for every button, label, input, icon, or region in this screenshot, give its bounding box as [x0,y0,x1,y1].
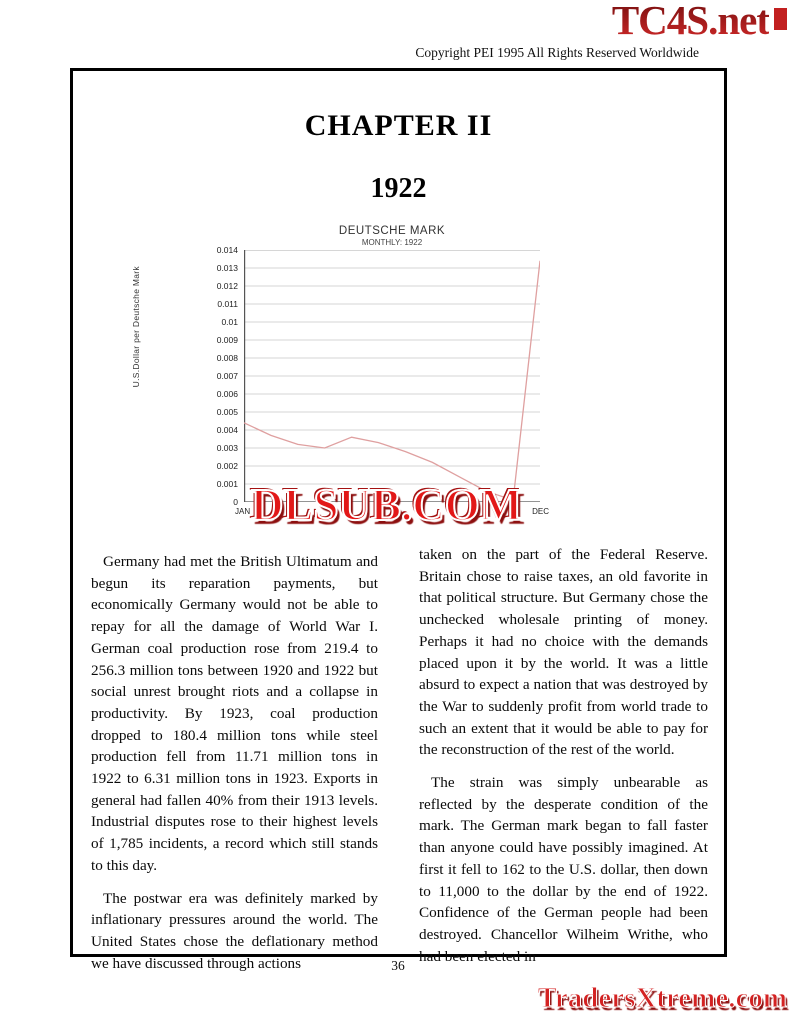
year-heading: 1922 [370,173,427,204]
chart-title: DEUTSCHE MARK [338,225,446,237]
y-tick-label: 0.008 [216,352,238,363]
chapter-heading: CHAPTER II [304,109,493,142]
chart-svg [244,250,540,502]
y-tick-label: 0.01 [221,316,238,327]
y-tick-label: 0 [233,496,238,507]
y-tick-label: 0.003 [216,442,238,453]
paragraph: Germany had met the British Ultimatum and begun its reparation payments, but economically Germany would not be able to repay for all the damage of World War I. German coal production rose from 219.4 to 256.3 million tons between 1920 and 1922 but social unrest brought riots and a collapse in productivity. By 1923, coal production dropped to 180.4 million tons while steel production fell from 11.71 million tons in 1922 to 6.31 million tons in 1923. Exports in general had fallen 40% from their 1913 levels. Industrial disputes rose to their highest levels of 1,785 incidents, a record which still stands to this day. [91,553,378,874]
y-tick-label: 0.006 [216,388,238,399]
x-tick-jan: JAN [235,507,251,516]
y-tick-label: 0.005 [216,406,238,417]
text-column-left [91,551,378,974]
paragraph: The strain was simply unbearable as reflected by the desperate condition of the mark. The German mark began to fall faster than anyone could have possibly imagined. At first it fell to 162 to the U.S. dollar, then down to 11,000 to the dollar by the end of 1922. Confidence of the German people had been destroyed. Chancellor Wilheim Writhe, who had been elected in [419,774,708,965]
plot-area [244,250,540,502]
logo-red-square [774,8,787,30]
deutsche-mark-data-line [244,261,540,500]
chart-subtitle: MONTHLY: 1922 [361,238,423,247]
tradersxtreme-watermark: TradersXtreme.com [537,982,787,1014]
y-tick-label: 0.009 [216,334,238,345]
x-tick-dec: DEC [532,507,549,516]
y-tick-label: 0.011 [217,298,238,309]
y-tick-label: 0.004 [216,424,238,435]
y-tick-label: 0.013 [216,262,238,273]
y-tick-label: 0.001 [216,478,238,489]
y-axis-title: U.S.Dollar per Deutsche Mark [131,266,141,388]
y-axis-tick-labels [147,244,244,507]
site-logo: TC4S.net [612,0,769,44]
copyright-line: Copyright PEI 1995 All Rights Reserved Worldwide [415,45,699,60]
dlsub-watermark: DLSUB.COM [251,480,523,530]
page-number: 36 [391,958,405,973]
text-column-right [419,544,708,967]
y-tick-label: 0.007 [216,370,238,381]
paragraph: taken on the part of the Federal Reserve. Britain chose to raise taxes, an old favorite in that political structure. But Germany chose the unchecked wholesale printing of money. Perhaps it had no choice with the demands placed upon it by the world. It was a little absurd to expect a nation that was destroyed by the War to suddenly profit from world trade to such an extent that it would be able to pay for the reconstruction of the rest of the world. [419,546,708,759]
y-tick-label: 0.002 [216,460,238,471]
y-tick-label: 0.014 [216,244,238,255]
paragraph: The postwar era was definitely marked by inflationary pressures around the world. The United States chose the deflationary method we have discussed through actions [91,889,378,972]
y-tick-label: 0.012 [216,280,238,291]
deutsche-mark-chart [131,225,549,516]
